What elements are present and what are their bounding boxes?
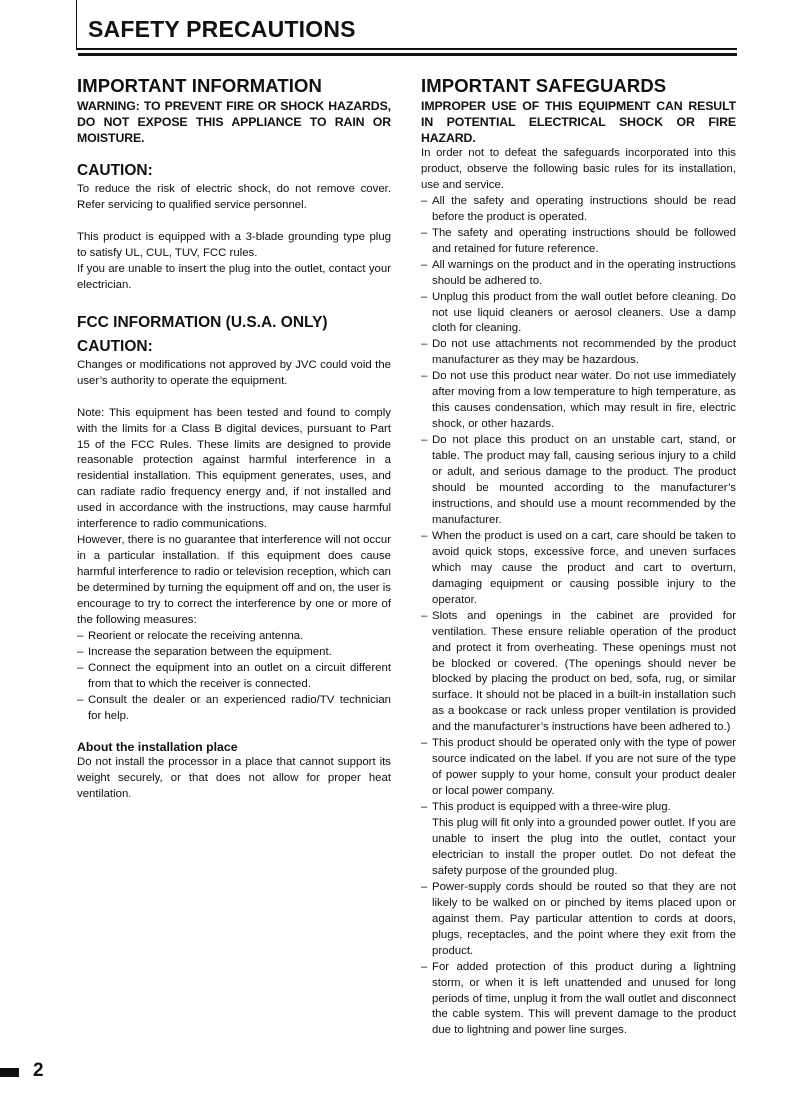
- important-information-heading: IMPORTANT INFORMATION: [77, 75, 322, 96]
- safeguards-rules-list: [421, 194, 736, 1040]
- dash-bullet: –: [421, 194, 428, 207]
- dash-bullet: –: [421, 370, 428, 383]
- list-item: [421, 258, 736, 290]
- header-rule-thin: [76, 48, 737, 50]
- list-item: [421, 800, 736, 880]
- list-item: [421, 960, 736, 1040]
- fcc-information-heading: FCC INFORMATION (U.S.A. ONLY): [77, 313, 328, 331]
- dash-bullet: –: [421, 258, 428, 271]
- dash-bullet: –: [421, 434, 428, 447]
- list-item: [77, 629, 391, 645]
- installation-heading: About the installation place: [77, 739, 238, 754]
- list-item-text: All the safety and operating instructions should be read before the product is operated.: [432, 194, 736, 223]
- list-item-text: Slots and openings in the cabinet are provided for ventilation. These ensure reliable operation of the product and protect it from overheating. These openings must not be blocked or covered. (The openings should never be blocked by placing the product on bed, sofa, rug, or similar surface. It should not be placed in a built-in installation such as a bookcase or rack unless proper ventilation is provided and the manufacturer’s instructions have been adhered to.): [432, 609, 736, 734]
- fire-shock-warning: WARNING: TO PREVENT FIRE OR SHOCK HAZARDS, DO NOT EXPOSE THIS APPLIANCE TO RAIN OR MOISTURE.: [77, 99, 391, 145]
- plug-note-text: This plug will fit only into a grounded power outlet. If you are unable to insert the plug into the outlet, contact your electrician to install the proper outlet. Do not defeat the safety purpose of the grounded plug.: [432, 817, 736, 877]
- important-safeguards-heading: IMPORTANT SAFEGUARDS: [421, 75, 667, 96]
- list-item: [421, 880, 736, 960]
- dash-bullet: –: [421, 290, 428, 303]
- list-item-text: Unplug this product from the wall outlet before cleaning. Do not use liquid cleaners or aerosol cleaners. Use a damp cloth for cleaning.: [432, 290, 736, 335]
- caution-heading: CAUTION:: [77, 162, 153, 179]
- right-column: [421, 74, 736, 1039]
- dash-bullet: –: [421, 609, 428, 622]
- page-header: [76, 0, 738, 48]
- header-rule-thick: [78, 53, 737, 56]
- fcc-caution-text: Changes or modifications not approved by JVC could void the user’s authority to operate the equipment.: [77, 358, 391, 387]
- fcc-measures-list: [77, 629, 391, 725]
- list-item: [421, 194, 736, 226]
- dash-bullet: –: [421, 226, 428, 239]
- list-item: [421, 369, 736, 433]
- list-item: [421, 433, 736, 529]
- list-item-text: Do not use this product near water. Do not use immediately after moving from a low temperature to high temperature, as this causes condensation, which may result in fire, electric shock, or other hazards.: [432, 370, 736, 431]
- page-marker-bar: [0, 1068, 19, 1077]
- list-item-text: Increase the separation between the equipment.: [88, 645, 332, 658]
- list-item: [421, 337, 736, 369]
- dash-bullet: –: [421, 801, 428, 814]
- list-item: [421, 290, 736, 338]
- list-item-text: All warnings on the product and in the operating instructions should be adhered to.: [432, 258, 736, 287]
- caution-paragraph: This product is equipped with a 3-blade grounding type plug to satisfy UL, CUL, TUV, FCC rules.: [77, 230, 391, 259]
- dash-bullet: –: [421, 960, 428, 973]
- installation-text: Do not install the processor in a place that cannot support its weight securely, or that does not allow for proper heat ventilation.: [77, 755, 391, 800]
- dash-bullet: –: [77, 629, 84, 642]
- list-item-text: This product is equipped with a three-wire plug.: [432, 801, 671, 814]
- list-item-text: Do not place this product on an unstable cart, stand, or table. The product may fall, causing serious injury to a child or adult, and serious damage to the product. The product should be mounted according to the manufacturer’s instructions, and should use a mount recommended by the manufacturer.: [432, 434, 736, 526]
- list-item: [421, 609, 736, 737]
- list-item: [77, 661, 391, 693]
- dash-bullet: –: [77, 693, 84, 706]
- list-item-text: Connect the equipment into an outlet on a circuit different from that to which the receiver is connected.: [88, 661, 391, 690]
- dash-bullet: –: [421, 737, 428, 750]
- page-number: 2: [33, 1060, 44, 1081]
- caution-paragraph: If you are unable to insert the plug into the outlet, contact your electrician.: [77, 262, 391, 291]
- list-item-text: The safety and operating instructions should be followed and retained for future reference.: [432, 226, 736, 255]
- dash-bullet: –: [77, 645, 84, 658]
- fcc-however: However, there is no guarantee that interference will not occur in a particular installation. If this equipment does cause harmful interference to radio or television reception, which can be determined by turning the equipment off and on, the user is encourage to try to correct the interference by one or more of the following measures:: [77, 534, 391, 627]
- fcc-note: Note: This equipment has been tested and found to comply with the limits for a Class B digital devices, pursuant to Part 15 of the FCC Rules. These limits are designed to provide reasonable protection against harmful interference in a residential installation. This equipment generates, uses, and can radiate radio frequency energy and, if not installed and used in accordance with the instructions, may cause harmful interference to radio communications.: [77, 406, 391, 531]
- fcc-caution-heading: CAUTION:: [77, 337, 153, 355]
- list-item-text: This product should be operated only with the type of power source indicated on the label. If you are not sure of the type of power supply to your home, consult your product dealer or local power company.: [432, 737, 736, 798]
- safeguards-intro: In order not to defeat the safeguards incorporated into this product, observe the following basic rules for its installation, use and service.: [421, 147, 736, 191]
- list-item: [77, 693, 391, 725]
- dash-bullet: –: [421, 529, 428, 542]
- list-item: [421, 226, 736, 258]
- list-item-text: Reorient or relocate the receiving antenna.: [88, 629, 304, 642]
- dash-bullet: –: [421, 880, 428, 893]
- list-item-text: Consult the dealer or an experienced radio/TV technician for help.: [88, 693, 391, 722]
- caution-paragraph: To reduce the risk of electric shock, do not remove cover. Refer servicing to qualified service personnel.: [77, 183, 391, 211]
- list-item: [421, 529, 736, 609]
- dash-bullet: –: [77, 661, 84, 674]
- list-item-text: When the product is used on a cart, care should be taken to avoid quick stops, excessive force, and uneven surfaces which may cause the product and cart to overturn, damaging equipment or causing possible injury to the operator.: [432, 529, 736, 606]
- list-item-text: For added protection of this product during a lightning storm, or when it is left unattended and unused for long periods of time, unplug it from the wall outlet and disconnect the cable system. This will prevent damage to the product due to lightning and power line surges.: [432, 960, 736, 1037]
- list-item: [421, 736, 736, 800]
- list-item-text: Do not use attachments not recommended by the product manufacturer as they may be hazardous.: [432, 338, 736, 367]
- improper-use-warning: IMPROPER USE OF THIS EQUIPMENT CAN RESULT IN POTENTIAL ELECTRICAL SHOCK OR FIRE HAZARD.: [421, 99, 736, 145]
- dash-bullet: –: [421, 338, 428, 351]
- left-column: [77, 74, 391, 803]
- list-item-text: Power-supply cords should be routed so that they are not likely to be walked on or pinched by items placed upon or against them. Pay particular attention to cords at doors, plugs, receptacles, and the point where they exit from the product.: [432, 880, 736, 957]
- page-title: SAFETY PRECAUTIONS: [88, 16, 356, 42]
- list-item: [77, 645, 391, 661]
